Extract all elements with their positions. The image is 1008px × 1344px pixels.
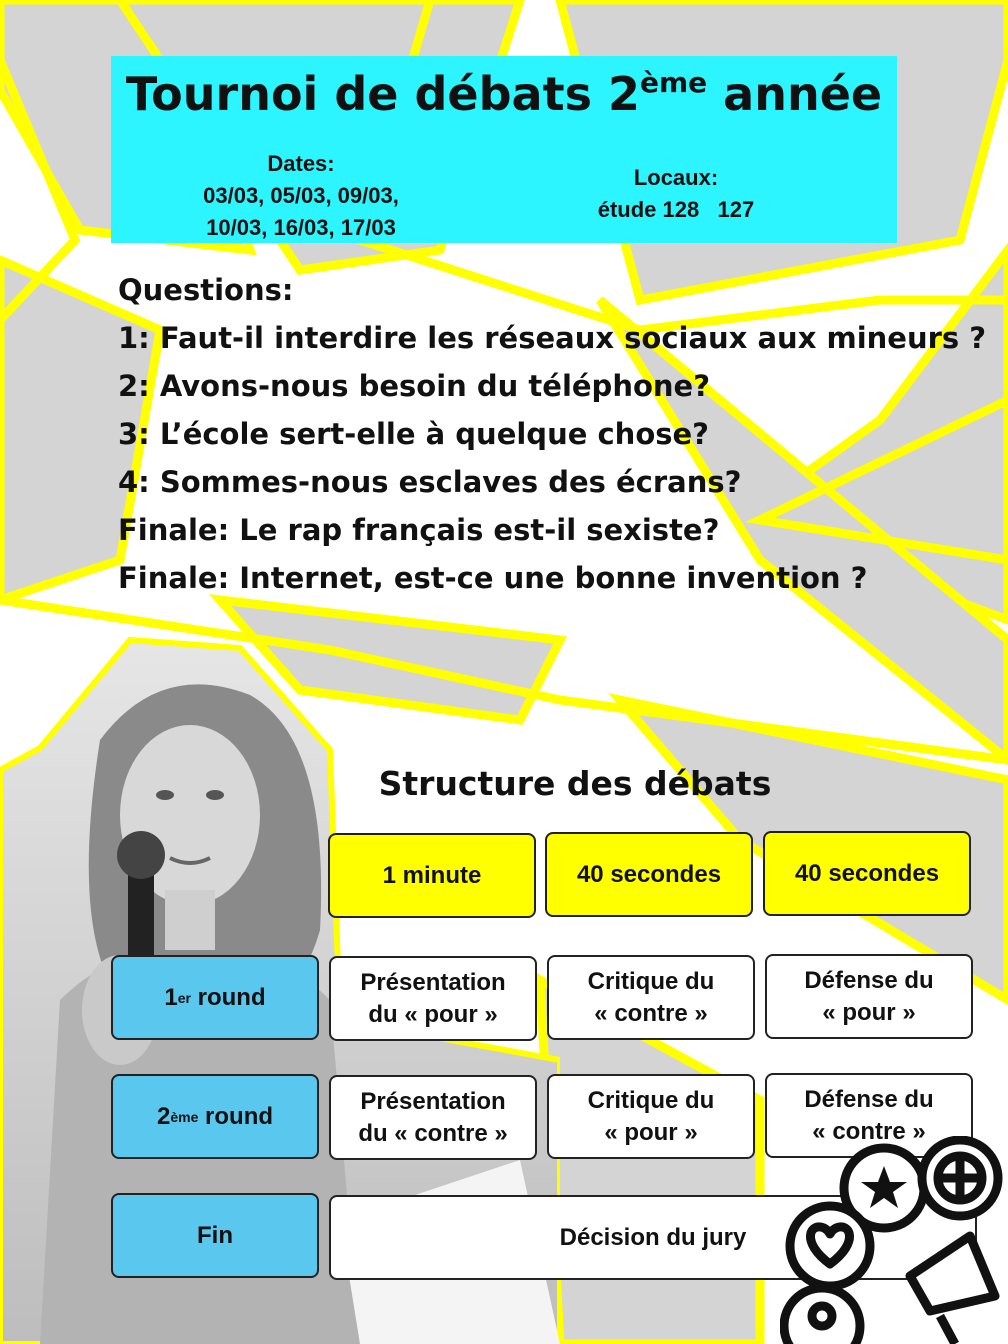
locaux-value: étude 128 127 xyxy=(597,197,755,222)
megaphone-icon xyxy=(910,1236,995,1344)
round-2-step-1: Présentation du « contre » xyxy=(329,1075,537,1160)
dates-line-2: 10/03, 16/03, 17/03 xyxy=(206,215,396,240)
question-item: 2: Avons-nous besoin du téléphone? xyxy=(118,369,711,403)
globe-bubble-icon xyxy=(922,1140,998,1216)
fin-label: Fin xyxy=(111,1193,319,1278)
fin-decision: Décision du jury xyxy=(329,1195,977,1280)
questions-heading: Questions: xyxy=(118,273,294,307)
dates-line-1: 03/03, 05/03, 09/03, xyxy=(203,183,399,208)
round-2-step-3: Défense du « contre » xyxy=(765,1073,973,1158)
question-item: Finale: Internet, est-ce une bonne invention ? xyxy=(118,561,868,595)
question-item: Finale: Le rap français est-il sexiste? xyxy=(118,513,720,547)
structure-title: Structure des débats xyxy=(378,764,772,803)
locaux-block xyxy=(566,162,786,226)
duration-cell: 40 secondes xyxy=(545,832,753,917)
round-1-step-3: Défense du « pour » xyxy=(765,954,973,1039)
heart-bubble-icon xyxy=(790,1206,870,1286)
question-item: 1: Faut-il interdire les réseaux sociaux aux mineurs ? xyxy=(118,321,987,355)
dates-block xyxy=(141,148,461,244)
page-title: Tournoi de débats 2ème année xyxy=(125,66,883,121)
round-1-step-1: Présentation du « pour » xyxy=(329,956,537,1041)
round-2-label: 2 ème round xyxy=(111,1074,319,1159)
questions-list xyxy=(118,266,998,602)
dates-label: Dates: xyxy=(267,151,335,176)
header-banner xyxy=(111,56,897,243)
round-1-label: 1 er round xyxy=(111,955,319,1040)
question-item: 4: Sommes-nous esclaves des écrans? xyxy=(118,465,742,499)
round-1-step-2: Critique du « contre » xyxy=(547,955,755,1040)
question-item: 3: L’école sert-elle à quelque chose? xyxy=(118,417,709,451)
user-bubble-icon xyxy=(784,1288,860,1344)
locaux-label: Locaux: xyxy=(633,165,719,190)
social-icons-cluster xyxy=(780,1136,1008,1344)
duration-cell: 40 secondes xyxy=(763,831,971,916)
duration-cell: 1 minute xyxy=(328,833,536,918)
round-2-step-2: Critique du « pour » xyxy=(547,1074,755,1159)
